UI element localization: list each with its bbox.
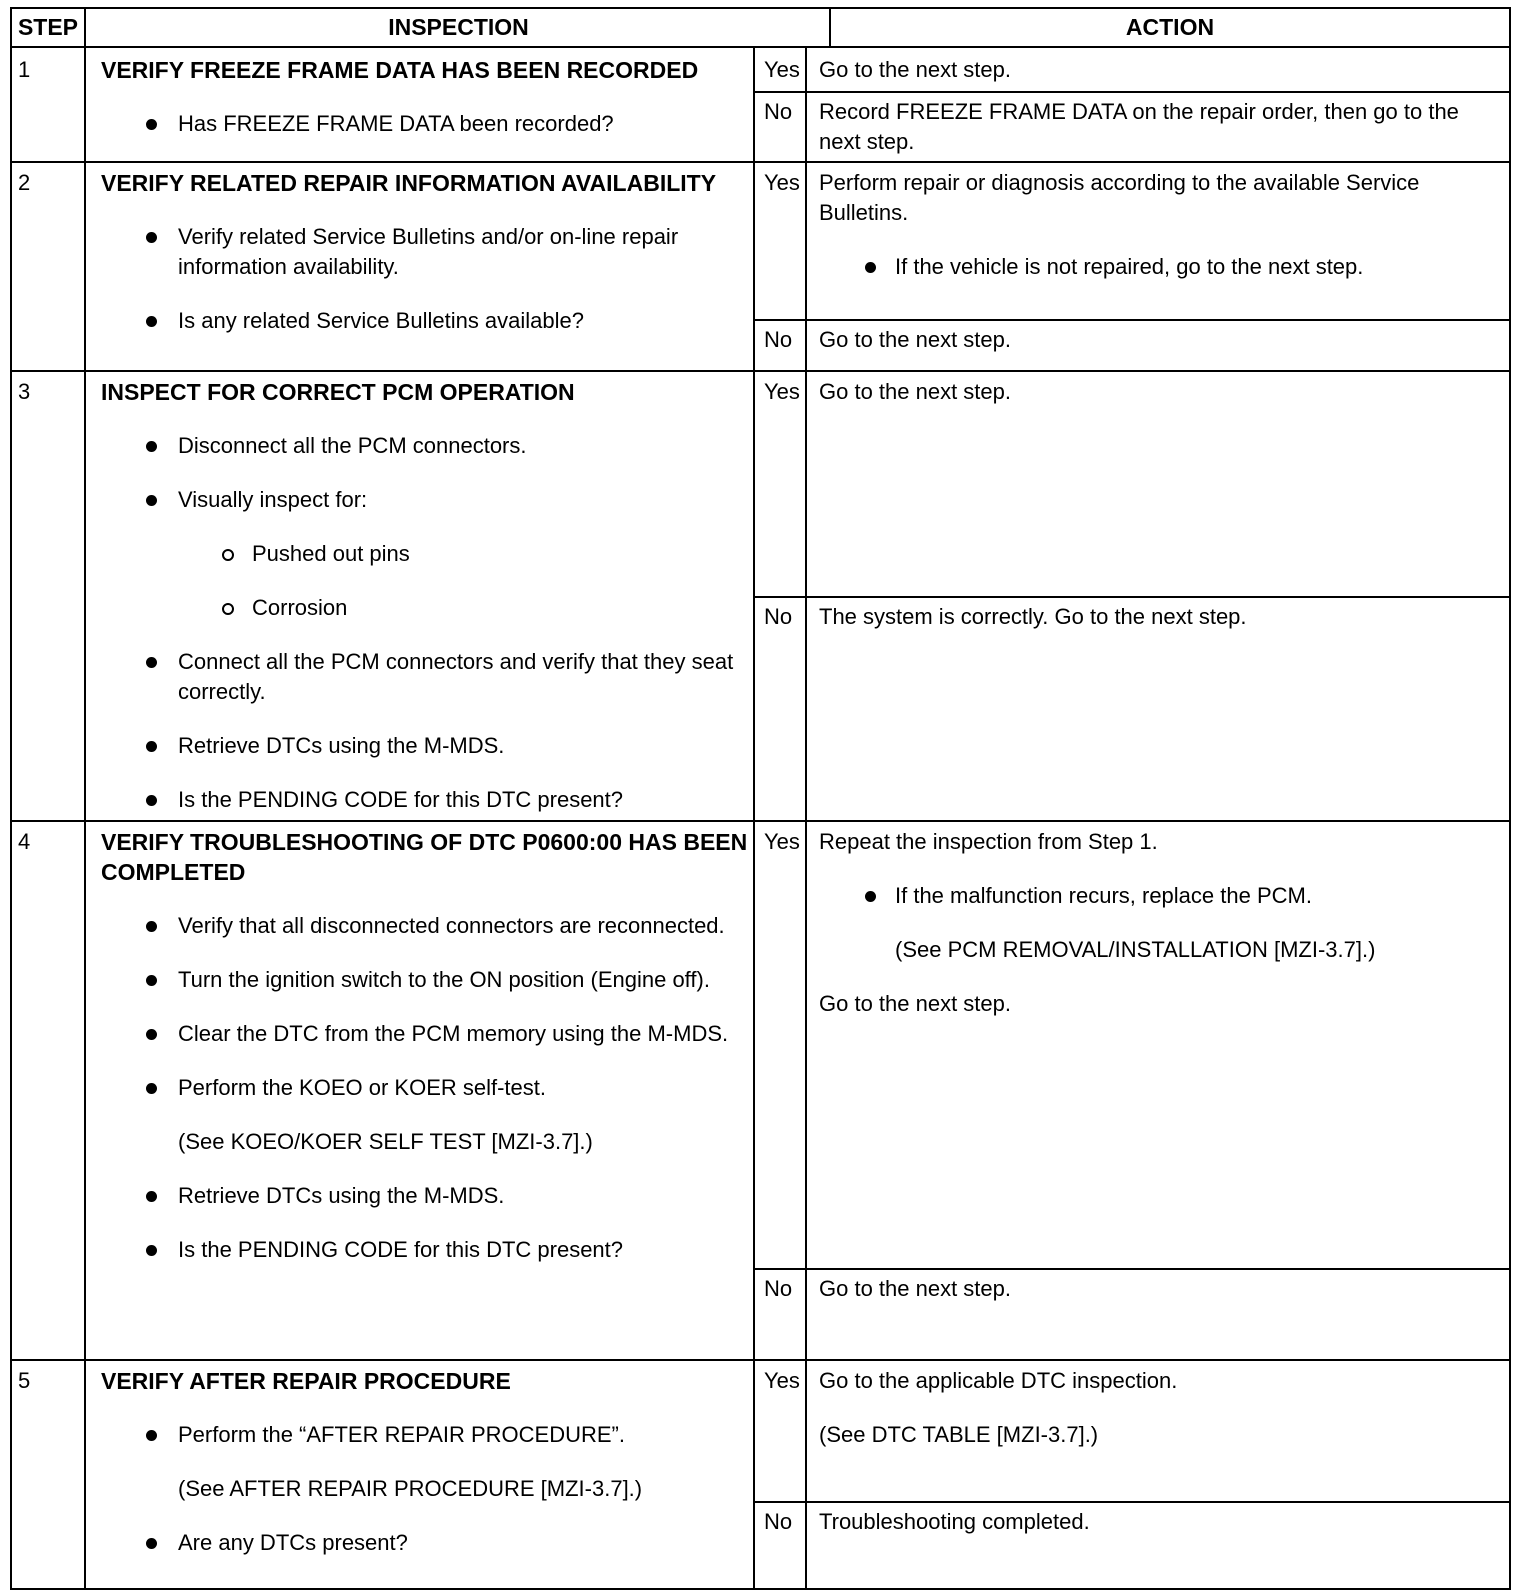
bullet-icon (146, 1191, 157, 1202)
step-number: 2 (18, 170, 31, 195)
bullet-icon (146, 741, 157, 752)
bullet-icon (865, 262, 876, 273)
reference-note: (See KOEO/KOER SELF TEST [MZI-3.7].) (178, 1129, 593, 1154)
divider (829, 9, 831, 48)
no-action: Go to the next step. (819, 327, 1012, 352)
divider (84, 9, 86, 1588)
step-title: VERIFY FREEZE FRAME DATA HAS BEEN RECORDED (101, 57, 699, 83)
no-action: Record FREEZE FRAME DATA on the repair order, then go to the next step. (819, 99, 1459, 154)
list-item: If the malfunction recurs, replace the PCM. (895, 881, 1499, 911)
bullet-icon (865, 891, 876, 902)
list-item: Perform the KOEO or KOER self-test. (178, 1073, 756, 1103)
list-item: Retrieve DTCs using the M-MDS. (178, 731, 756, 761)
bullet-icon (146, 795, 157, 806)
yes-label: Yes (764, 379, 800, 404)
no-action: The system is correctly. Go to the next step. (819, 604, 1247, 629)
reference-note: (See DTC TABLE [MZI-3.7].) (819, 1422, 1099, 1447)
bullet-icon (146, 441, 157, 452)
step-number: 5 (18, 1368, 31, 1393)
list-item: Retrieve DTCs using the M-MDS. (178, 1181, 756, 1211)
divider (12, 1359, 1509, 1361)
divider (753, 596, 1509, 598)
step-title: VERIFY TROUBLESHOOTING OF DTC P0600:00 HAS BEEN COMPLETED (101, 829, 748, 885)
header-step: STEP (12, 9, 84, 48)
list-item: Visually inspect for: (178, 485, 756, 515)
divider (753, 319, 1509, 321)
reference-note: (See AFTER REPAIR PROCEDURE [MZI-3.7].) (178, 1476, 643, 1501)
bullet-icon (146, 1029, 157, 1040)
bullet-icon (146, 119, 157, 130)
list-item: Are any DTCs present? (178, 1528, 756, 1558)
procedure-table (10, 7, 1511, 1590)
no-label: No (764, 1509, 793, 1534)
bullet-icon (146, 316, 157, 327)
list-item: If the vehicle is not repaired, go to the next step. (895, 252, 1499, 282)
sub-list-item: Corrosion (252, 593, 756, 623)
yes-label: Yes (764, 1368, 800, 1393)
step-number: 4 (18, 829, 31, 854)
list-item: Verify that all disconnected connectors are reconnected. (178, 911, 756, 941)
no-label: No (764, 327, 793, 352)
yes-action: Go to the applicable DTC inspection. (See DTC TABLE [MZI-3.7].) (813, 1366, 1499, 1450)
no-action: Troubleshooting completed. (819, 1509, 1090, 1534)
list-item: Disconnect all the PCM connectors. (178, 431, 756, 461)
step-title: INSPECT FOR CORRECT PCM OPERATION (101, 379, 575, 405)
yes-action: Go to the next step. (819, 57, 1012, 82)
step-title: VERIFY RELATED REPAIR INFORMATION AVAILABILITY (101, 170, 717, 196)
divider (753, 1501, 1509, 1503)
list-item: Is any related Service Bulletins available? (178, 306, 756, 336)
header-action: ACTION (831, 9, 1509, 48)
list-item: Is the PENDING CODE for this DTC present? (178, 785, 756, 815)
bullet-icon (146, 1430, 157, 1441)
step-inspection (96, 168, 756, 336)
yes-label: Yes (764, 829, 800, 854)
list-item: Clear the DTC from the PCM memory using the M-MDS. (178, 1019, 756, 1049)
yes-label: Yes (764, 57, 800, 82)
divider (12, 820, 1509, 822)
yes-action: Repeat the inspection from Step 1. If the malfunction recurs, replace the PCM. (See PCM REMOVAL/INSTALLATION [MZI-3.7].) Go to the next step. (813, 827, 1499, 1019)
reference-note: (See PCM REMOVAL/INSTALLATION [MZI-3.7].) (895, 937, 1376, 962)
divider (805, 48, 807, 1588)
bullet-icon (146, 921, 157, 932)
divider (753, 1268, 1509, 1270)
divider (12, 370, 1509, 372)
bullet-icon (146, 232, 157, 243)
yes-action: Go to the next step. (819, 379, 1012, 404)
no-label: No (764, 1276, 793, 1301)
bullet-icon (146, 1245, 157, 1256)
list-item: Has FREEZE FRAME DATA been recorded? (178, 109, 756, 139)
yes-label: Yes (764, 170, 800, 195)
step-inspection (96, 377, 756, 815)
no-label: No (764, 99, 793, 124)
sub-list-item: Pushed out pins (252, 539, 756, 569)
circle-bullet-icon (222, 603, 234, 615)
list-item: Turn the ignition switch to the ON position (Engine off). (178, 965, 756, 995)
divider (753, 91, 1509, 93)
list-item: Verify related Service Bulletins and/or on-line repair information availability. (178, 222, 756, 282)
bullet-icon (146, 495, 157, 506)
no-label: No (764, 604, 793, 629)
bullet-icon (146, 975, 157, 986)
list-item: Is the PENDING CODE for this DTC present? (178, 1235, 756, 1265)
step-inspection (96, 1366, 756, 1558)
bullet-icon (146, 1083, 157, 1094)
step-title: VERIFY AFTER REPAIR PROCEDURE (101, 1368, 511, 1394)
list-item: Connect all the PCM connectors and verify that they seat correctly. (178, 647, 756, 707)
header-inspection: INSPECTION (86, 9, 831, 48)
circle-bullet-icon (222, 549, 234, 561)
list-item: Perform the “AFTER REPAIR PROCEDURE”. (178, 1420, 756, 1450)
bullet-icon (146, 657, 157, 668)
divider (12, 161, 1509, 163)
step-inspection (96, 55, 756, 139)
bullet-icon (146, 1538, 157, 1549)
step-number: 3 (18, 379, 31, 404)
yes-action: Perform repair or diagnosis according to the available Service Bulletins. If the vehicle is not repaired, go to the next step. (813, 168, 1499, 282)
step-inspection (96, 827, 756, 1265)
no-action: Go to the next step. (819, 1276, 1012, 1301)
step-number: 1 (18, 57, 31, 82)
